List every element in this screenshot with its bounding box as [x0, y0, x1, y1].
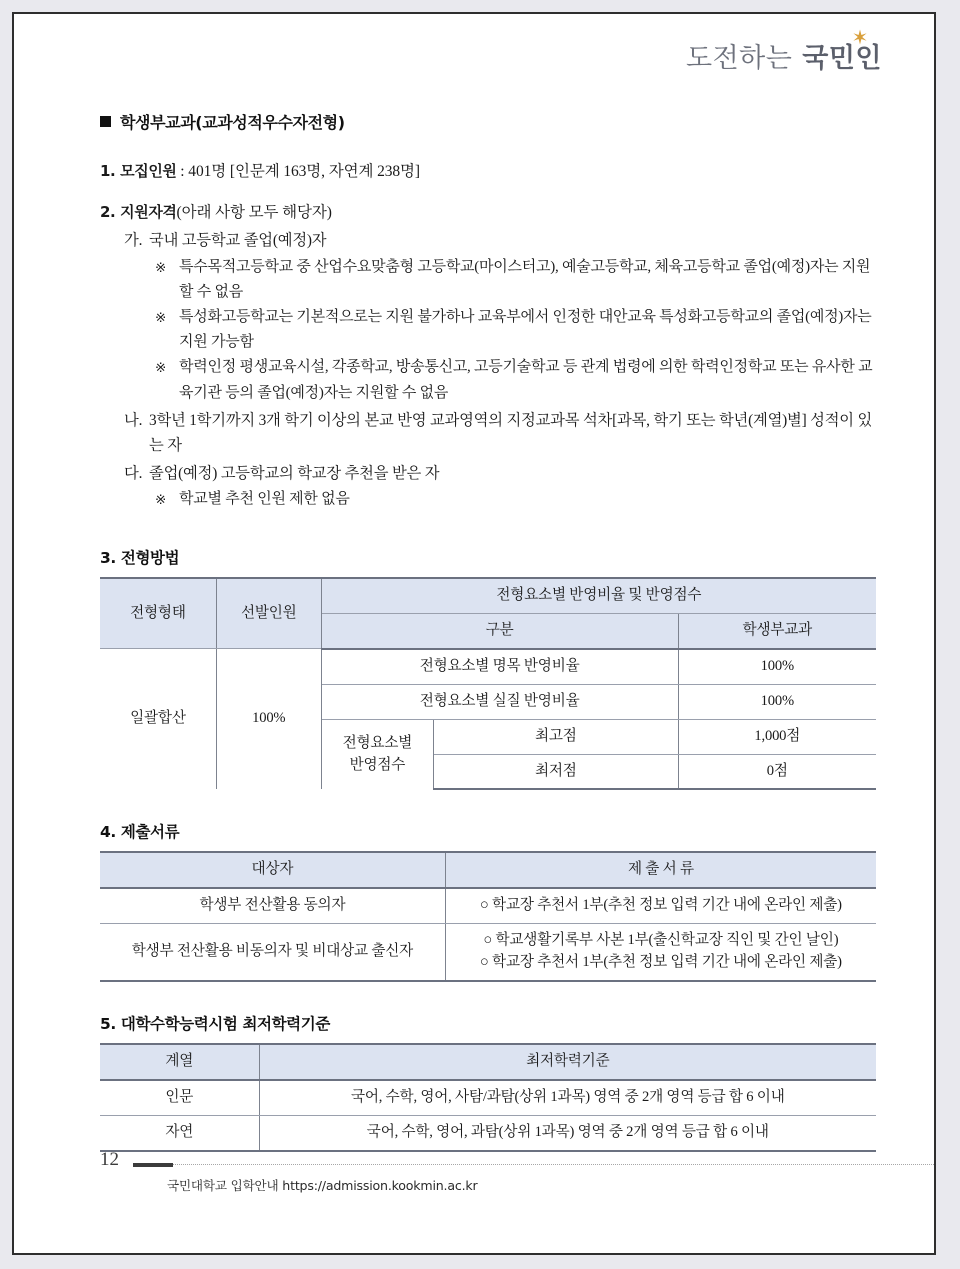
table-row	[100, 1044, 876, 1080]
item-marker-da: 다.	[124, 464, 143, 482]
cell-score-value: 1,000점	[678, 719, 876, 754]
brand-text-in: 인	[855, 43, 882, 74]
cell-documents	[445, 924, 876, 981]
score-label-line2: 반영점수	[349, 756, 406, 773]
section-4-title: 4. 제출서류	[100, 823, 180, 842]
cell-ratio-label: 전형요소별 명목 반영비율	[321, 649, 678, 684]
eligibility-notes-ga	[155, 255, 876, 406]
footer-rule-solid	[133, 1163, 173, 1167]
cell-criteria: 국어, 수학, 영어, 사탐/과탐(상위 1과목) 영역 중 2개 영역 등급 합 6 이내	[259, 1080, 876, 1115]
eligibility-notes-da	[155, 487, 876, 512]
note-marker-icon: ※	[155, 309, 167, 325]
document-line: ○ 학교장 추천서 1부(추천 정보 입력 기간 내에 온라인 제출)	[479, 954, 842, 971]
note-item	[155, 487, 876, 512]
eligibility-item-da	[124, 461, 876, 486]
cell-ratio-value: 100%	[678, 684, 876, 719]
note-item	[155, 255, 876, 305]
section-required-documents	[100, 820, 876, 982]
section-5-title: 5. 대학수학능력시험 최저학력기준	[100, 1015, 330, 1033]
item-text-na: 3학년 1학기까지 3개 학기 이상의 본교 반영 교과영역의 지정교과목 석차[과목, 학기 또는 학년(계열)별] 성적이 있는 자	[149, 411, 873, 455]
page-title-text: 학생부교과(교과성적우수자전형)	[120, 113, 345, 132]
table-row	[100, 1080, 876, 1115]
page-title	[100, 110, 876, 133]
footer-rule-dotted	[173, 1164, 934, 1165]
th-criteria: 최저학력기준	[259, 1044, 876, 1080]
item-marker-ga: 가.	[124, 232, 143, 250]
cell-ratio-label: 전형요소별 실질 반영비율	[321, 684, 678, 719]
th-jeonhyeong-hyeongtae: 전형형태	[100, 578, 216, 649]
note-marker-icon: ※	[155, 259, 167, 275]
table-row	[100, 852, 876, 888]
eligibility-item-ga	[124, 228, 876, 253]
section-1-label: 1. 모집인원	[100, 162, 177, 180]
table-row	[100, 924, 876, 981]
note-text: 학력인정 평생교육시설, 각종학교, 방송통신고, 고등기술학교 등 관계 법령에 의한 학력인정학교 또는 유사한 교육기관 등의 졸업(예정)자는 지원할 수 없음	[179, 359, 873, 401]
note-text: 특성화고등학교는 기본적으로는 지원 불가하나 교육부에서 인정한 대안교육 특성화고등학교의 졸업(예정)자는 지원 가능함	[179, 308, 872, 351]
table-row	[100, 578, 876, 613]
document-line: ○ 학교생활기록부 사본 1부(출신학교장 직인 및 간인 날인)	[483, 932, 839, 949]
cell-score-name: 최저점	[434, 754, 678, 789]
cell-track: 인문	[100, 1080, 259, 1115]
eligibility-list	[124, 228, 876, 512]
eligibility-item-na	[124, 408, 876, 459]
cell-criteria: 국어, 수학, 영어, 과탐(상위 1과목) 영역 중 2개 영역 등급 합 6 이내	[259, 1115, 876, 1150]
note-text: 학교별 추천 인원 제한 없음	[179, 490, 350, 507]
th-group-header: 전형요소별 반영비율 및 반영점수	[321, 578, 876, 613]
document-content	[100, 110, 876, 1152]
document-page	[12, 12, 936, 1255]
item-marker-na: 나.	[124, 411, 143, 429]
note-item	[155, 355, 876, 405]
cell-target: 학생부 전산활용 비동의자 및 비대상교 출신자	[100, 924, 445, 981]
table-row	[100, 649, 876, 684]
cell-documents: ○ 학교장 추천서 1부(추천 정보 입력 기간 내에 온라인 제출)	[445, 888, 876, 923]
cell-target: 학생부 전산활용 동의자	[100, 888, 445, 923]
section-minimum-csat-standard	[100, 1012, 876, 1152]
cell-track: 자연	[100, 1115, 259, 1150]
table-row	[100, 888, 876, 923]
section-2-label: 2. 지원자격	[100, 203, 177, 222]
note-marker-icon: ※	[155, 491, 167, 507]
note-marker-icon: ※	[155, 360, 167, 376]
page-footer	[14, 1149, 934, 1205]
table-row	[100, 1115, 876, 1150]
section-eligibility	[100, 200, 876, 225]
selection-method-table	[100, 577, 876, 790]
brand-text-dojeon: 도전	[685, 43, 740, 74]
section-2-subtitle: (아래 사항 모두 해당자)	[176, 204, 332, 222]
footer-text: 국민대학교 입학안내 https://admission.kookmin.ac.kr	[167, 1178, 478, 1193]
th-documents: 제 출 서 류	[445, 852, 876, 888]
th-gubun: 구분	[321, 613, 678, 648]
minimum-standard-table	[100, 1043, 876, 1152]
brand-text-haneun: 하는	[739, 43, 793, 74]
note-text: 특수목적고등학교 중 산업수요맞춤형 고등학교(마이스터고), 예술고등학교, 체육고등학교 졸업(예정)자는 지원할 수 없음	[179, 258, 871, 300]
kookmin-brand-logo	[686, 36, 882, 75]
brand-text-gukmin: 국민	[802, 43, 856, 74]
required-documents-table	[100, 851, 876, 982]
cell-row-type: 일괄합산	[100, 649, 216, 790]
cell-ratio-value: 100%	[678, 649, 876, 684]
item-text-ga: 국내 고등학교 졸업(예정)자	[149, 232, 327, 250]
section-3-title: 3. 전형방법	[100, 549, 180, 568]
th-track: 계열	[100, 1044, 259, 1080]
section-selection-method	[100, 546, 876, 790]
page-number: 12	[100, 1149, 119, 1170]
note-item	[155, 305, 876, 355]
cell-score-label	[321, 719, 434, 789]
cell-score-value: 0점	[678, 754, 876, 789]
th-target: 대상자	[100, 852, 445, 888]
th-seonbal-inwon: 선발인원	[216, 578, 321, 649]
square-bullet-icon	[100, 116, 111, 127]
section-1-value: : 401명 [인문계 163명, 자연계 238명]	[176, 163, 420, 180]
th-haksaengbu-gyogwa: 학생부교과	[678, 613, 876, 648]
cell-score-name: 최고점	[434, 719, 678, 754]
section-recruitment	[100, 159, 876, 184]
score-label-line1: 전형요소별	[342, 734, 413, 751]
cell-row-count: 100%	[216, 649, 321, 790]
item-text-da: 졸업(예정) 고등학교의 학교장 추천을 받은 자	[149, 464, 440, 482]
